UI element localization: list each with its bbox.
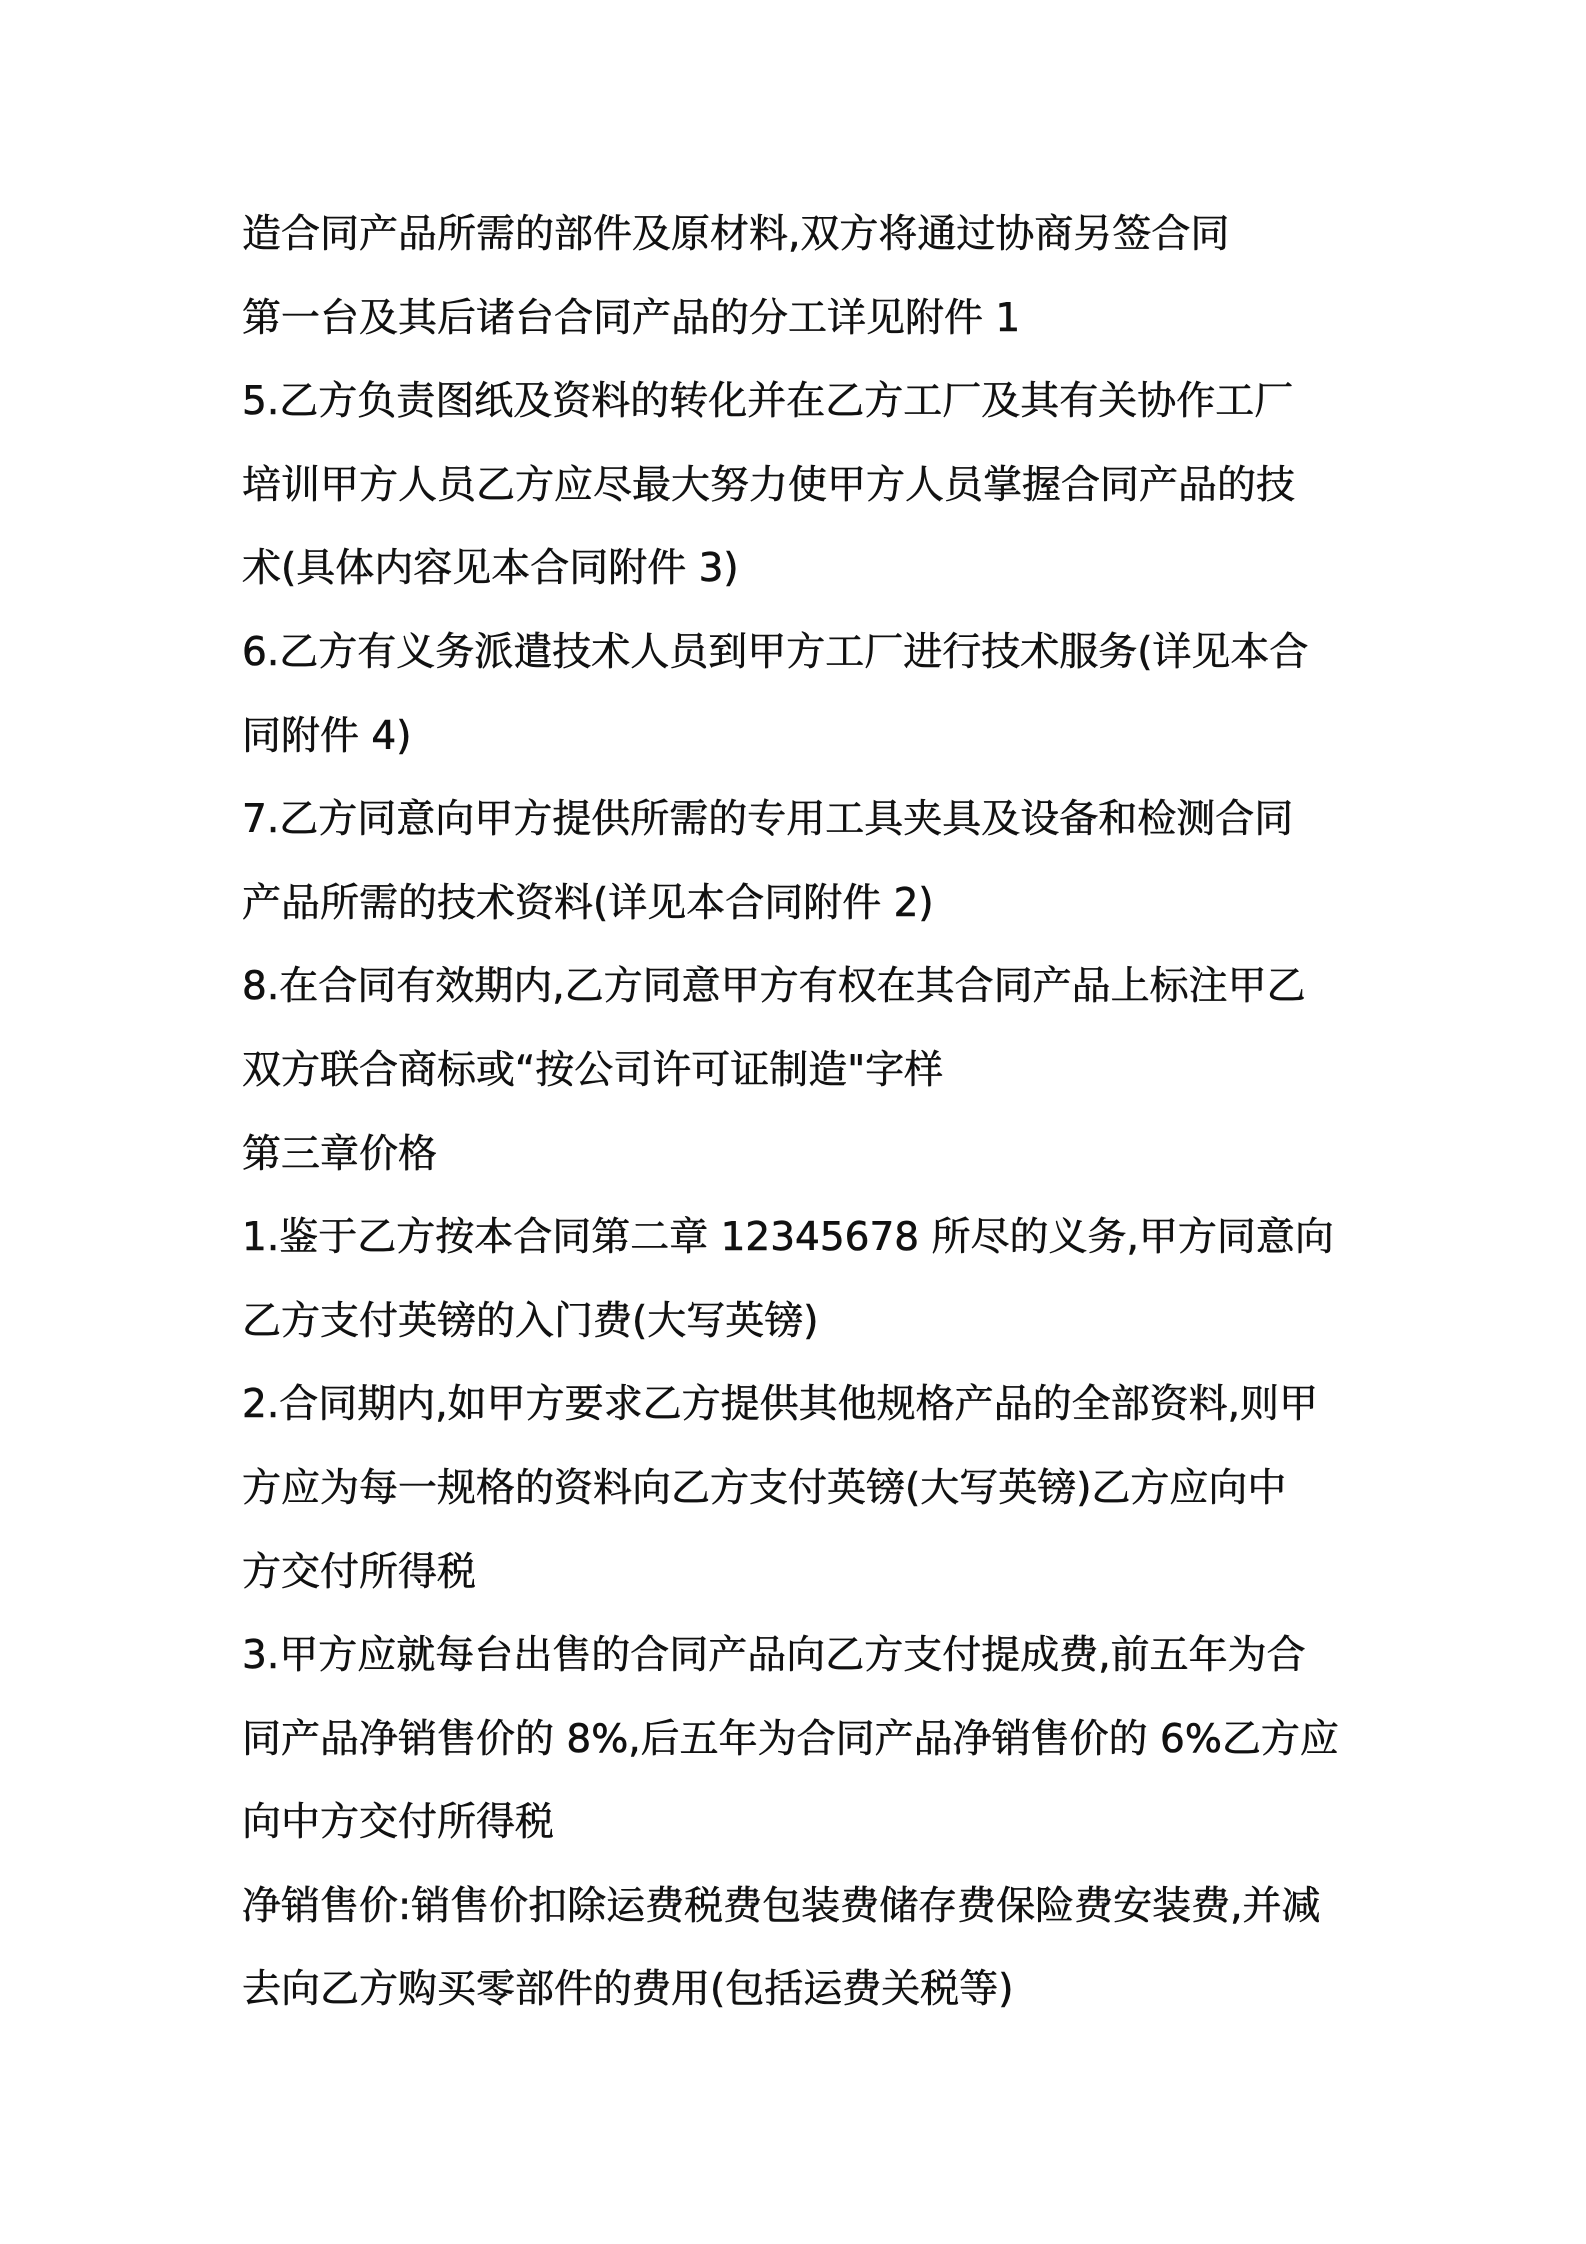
text-line: 3.甲方应就每台出售的合同产品向乙方支付提成费,前五年为合 bbox=[242, 1633, 1306, 1679]
text-line: 净销售价:销售价扣除运费税费包装费储存费保险费安装费,并减 bbox=[242, 1883, 1321, 1929]
text-line: 同附件 4) bbox=[242, 713, 412, 759]
text-line: 2.合同期内,如甲方要求乙方提供其他规格产品的全部资料,则甲 bbox=[242, 1382, 1319, 1428]
text-line: 1.鉴于乙方按本合同第二章 12345678 所尽的义务,甲方同意向 bbox=[242, 1215, 1334, 1261]
text-line: 第一台及其后诸台合同产品的分工详见附件 1 bbox=[242, 295, 1021, 341]
text-line: 培训甲方人员乙方应尽最大努力使甲方人员掌握合同产品的技 bbox=[242, 462, 1296, 508]
text-line: 产品所需的技术资料(详见本合同附件 2) bbox=[242, 880, 934, 926]
chapter-heading: 第三章价格 bbox=[242, 1131, 438, 1177]
text-line: 去向乙方购买零部件的费用(包括运费关税等) bbox=[242, 1967, 1014, 2013]
text-line: 双方联合商标或“按公司许可证制造"字样 bbox=[242, 1047, 944, 1093]
text-line: 方应为每一规格的资料向乙方支付英镑(大写英镑)乙方应向中 bbox=[242, 1465, 1287, 1511]
text-line: 6.乙方有义务派遣技术人员到甲方工厂进行技术服务(详见本合 bbox=[242, 629, 1309, 675]
document-body bbox=[242, 193, 1362, 2032]
text-line: 5.乙方负责图纸及资料的转化并在乙方工厂及其有关协作工厂 bbox=[242, 379, 1294, 425]
text-line: 同产品净销售价的 8%,后五年为合同产品净销售价的 6%乙方应 bbox=[242, 1716, 1339, 1762]
text-line: 造合同产品所需的部件及原材料,双方将通过协商另签合同 bbox=[242, 212, 1230, 257]
text-line: 乙方支付英镑的入门费(大写英镑) bbox=[242, 1298, 819, 1344]
text-line: 8.在合同有效期内,乙方同意甲方有权在其合同产品上标注甲乙 bbox=[242, 964, 1306, 1010]
text-line: 向中方交付所得税 bbox=[242, 1800, 555, 1846]
text-line: 方交付所得税 bbox=[242, 1549, 477, 1595]
text-line: 7.乙方同意向甲方提供所需的专用工具夹具及设备和检测合同 bbox=[242, 797, 1294, 843]
text-line: 术(具体内容见本合同附件 3) bbox=[242, 546, 739, 592]
